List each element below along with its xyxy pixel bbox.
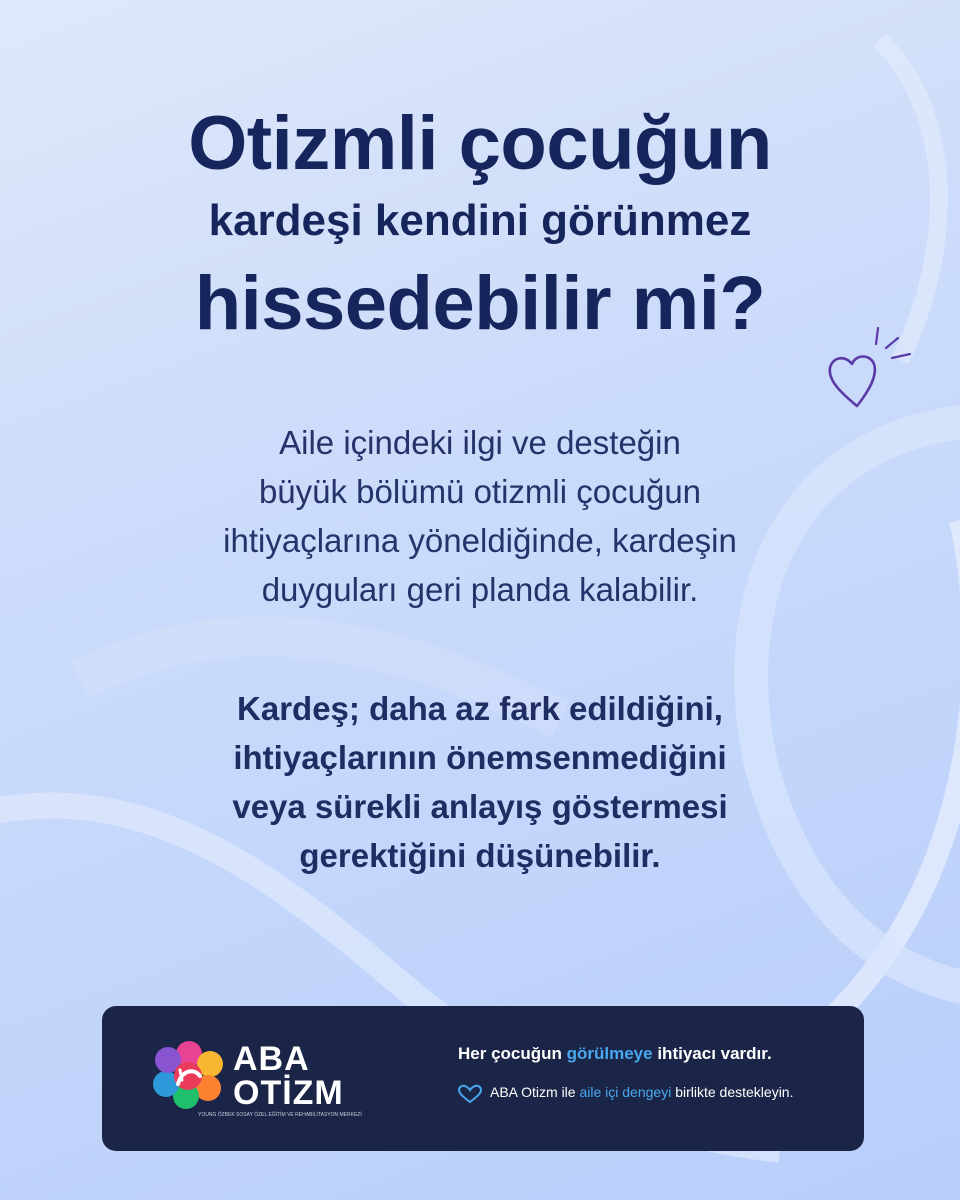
logo-flower-icon — [150, 1040, 228, 1110]
tagline-1-post: ihtiyacı vardır. — [652, 1044, 772, 1063]
logo-word-otizm: OTİZM — [233, 1074, 344, 1112]
tagline-2-post: birlikte destekleyin. — [671, 1084, 794, 1100]
emphasis-line: veya sürekli anlayış göstermesi — [232, 788, 728, 825]
heart-outline-icon — [458, 1084, 482, 1104]
emphasis-line: gerektiğini düşünebilir. — [299, 837, 661, 874]
title-line-2: kardeşi kendini görünmez — [208, 196, 752, 245]
heart-doodle-icon — [820, 318, 920, 418]
title-line-1: Otizmli çocuğun — [188, 101, 772, 186]
tagline-1-pre: Her çocuğun — [458, 1044, 567, 1063]
tagline-2-highlight: aile içi dengeyi — [579, 1084, 672, 1100]
intro-line: duyguları geri planda kalabilir. — [261, 571, 699, 608]
footer-tagline-1 — [458, 1044, 772, 1064]
intro-line: büyük bölümü otizmli çocuğun — [258, 473, 702, 510]
logo-tagline: YOUNG ÖZBEK SOSAY ÖZEL EĞİTİM VE REHABİLİTASYON MERKEZİ — [198, 1112, 362, 1118]
tagline-1-highlight: görülmeye — [566, 1044, 653, 1063]
logo-word-aba: ABA — [233, 1040, 310, 1078]
intro-line: ihtiyaçlarına yöneldiğinde, kardeşin — [223, 522, 737, 559]
aba-otizm-logo — [150, 1040, 362, 1120]
tagline-2-pre: ABA Otizm ile — [490, 1084, 580, 1100]
emphasis-line: Kardeş; daha az fark edildiğini, — [237, 690, 723, 727]
emphasis-line: ihtiyaçlarının önemsenmediğini — [233, 739, 727, 776]
intro-paragraph — [100, 418, 860, 614]
emphasis-paragraph — [100, 684, 860, 880]
title-line-3: hissedebilir mi? — [194, 261, 766, 346]
footer-banner — [102, 1006, 864, 1151]
intro-line: Aile içindeki ilgi ve desteğin — [279, 424, 681, 461]
footer-tagline-2 — [490, 1084, 793, 1100]
